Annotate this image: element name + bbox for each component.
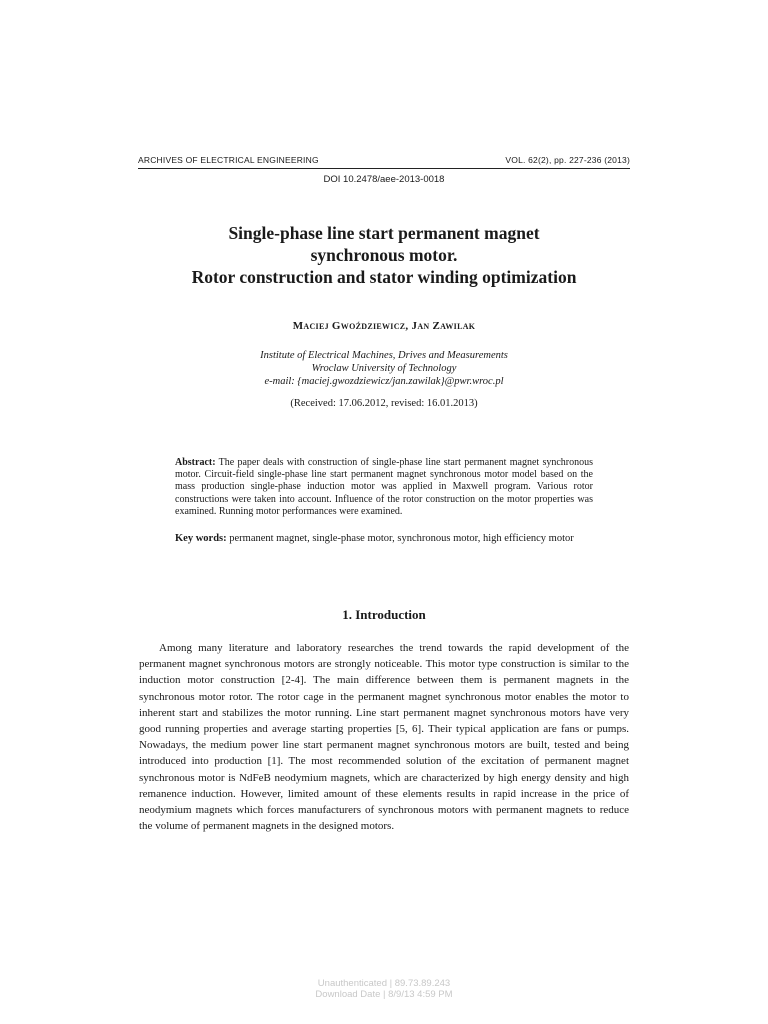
- abstract-text: The paper deals with construction of single-phase line start permanent magnet synchronous motor. Circuit-field single-phase line start permanent magnet synchronous motor model based on the mass production single-phase induction motor was applied in Maxwell program. Various rotor constructions were taken into account. Influence of the rotor construction on the motor properties was examined. Running motor performances were examined.: [175, 457, 593, 517]
- download-watermark: [0, 978, 768, 1000]
- title-line-3: Rotor construction and stator winding optimization: [191, 267, 577, 287]
- volume-info: VOL. 62(2), pp. 227-236 (2013): [505, 155, 630, 165]
- header-divider: [138, 168, 630, 169]
- title-line-2: synchronous motor.: [310, 245, 458, 265]
- affiliation-email[interactable]: e-mail: {maciej.gwozdziewicz/jan.zawilak}@pwr.wroc.pl: [264, 376, 504, 387]
- affiliation: [0, 349, 768, 388]
- section-heading: 1. Introduction: [342, 607, 426, 622]
- abstract-label: Abstract:: [175, 457, 216, 468]
- affiliation-institute: Institute of Electrical Machines, Drives and Measurements: [260, 350, 508, 361]
- running-header: [138, 155, 630, 169]
- abstract: [175, 457, 593, 518]
- keywords: [175, 533, 593, 546]
- paper-title: [120, 222, 648, 288]
- affiliation-university: Wroclaw University of Technology: [311, 363, 457, 374]
- received-dates: (Received: 17.06.2012, revised: 16.01.2013): [290, 398, 478, 409]
- keywords-label: Key words:: [175, 533, 227, 544]
- authors: Maciej Gwoździewicz, Jan Zawilak: [292, 320, 476, 332]
- body-paragraph: Among many literature and laboratory researches the trend towards the rapid development of the permanent magnet synchronous motors are strongly noticeable. This motor type construction is similar to the induction motor construction [2-4]. The main difference between them is permanent magnets in the synchronous motor rotor. The rotor cage in the permanent magnet synchronous motor enables the motor to inherent start and stabilizes the motor running. Line start permanent magnet synchronous motors have very good running properties and average starting properties [5, 6]. Their typical application are fans or pumps. Nowadays, the medium power line start permanent magnet synchronous motors are built, tested and being introduced into production [1]. The most recommended solution of the excitation of permanent magnet synchronous motor is NdFeB neodymium magnets, which are characterized by high energy density and high remanence induction. However, limited amount of these elements results in rapid increase in the price of neodymium magnets which forces manufacturers of synchronous motors with permanent magnets to reduce the volume of permanent magnets in the designed motors.: [139, 642, 629, 833]
- keywords-text: permanent magnet, single-phase motor, synchronous motor, high efficiency motor: [226, 533, 574, 544]
- doi-link[interactable]: DOI 10.2478/aee-2013-0018: [323, 174, 445, 185]
- watermark-date: Download Date | 8/9/13 4:59 PM: [315, 989, 453, 1000]
- title-line-1: Single-phase line start permanent magnet: [228, 223, 540, 243]
- watermark-ip: Unauthenticated | 89.73.89.243: [317, 978, 451, 989]
- journal-name: ARCHIVES OF ELECTRICAL ENGINEERING: [138, 155, 319, 165]
